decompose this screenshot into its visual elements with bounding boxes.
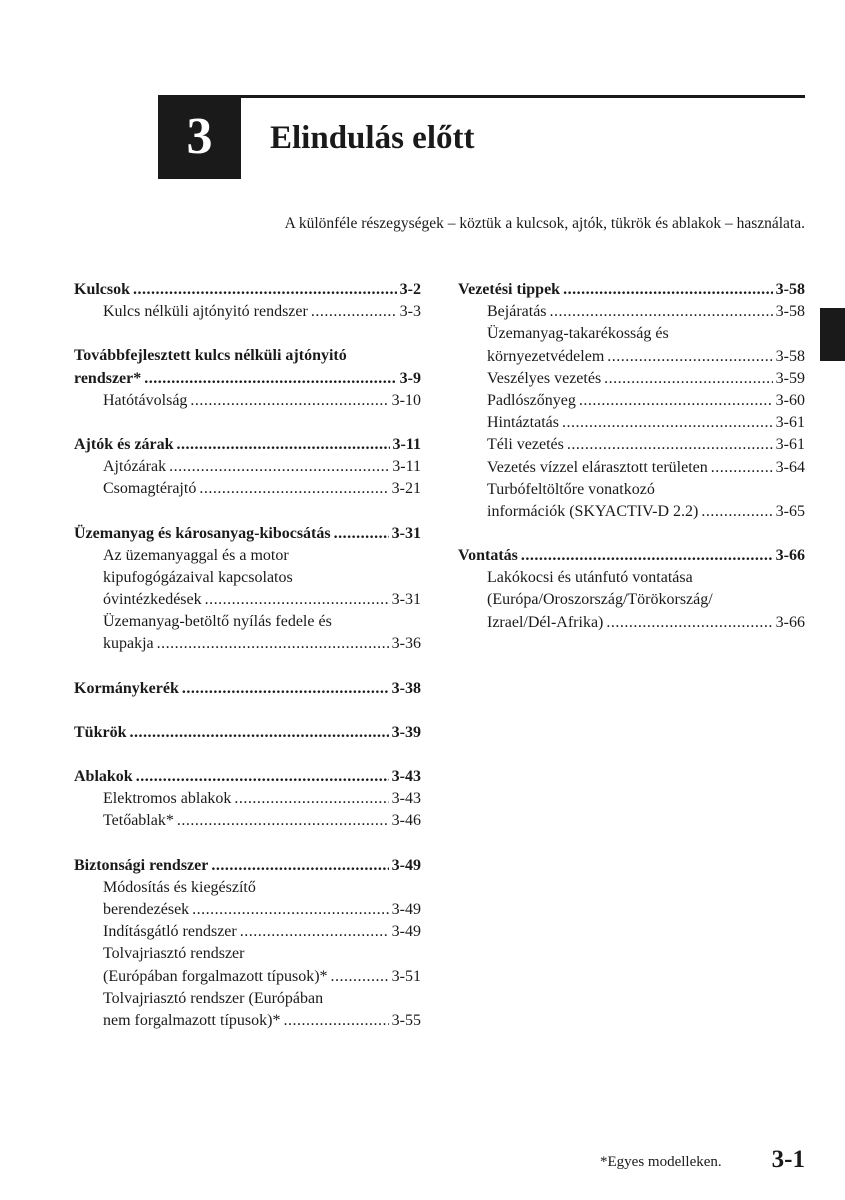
toc-heading-row[interactable] — [74, 436, 421, 458]
toc-entry-row[interactable] — [74, 923, 421, 945]
toc-entry-title: Üzemanyag-takarékosság és — [487, 325, 669, 343]
toc-entry-title: Vezetés vízzel elárasztott területen — [487, 458, 708, 476]
toc-page-number: 3-49 — [391, 856, 421, 874]
toc-entry-title: (Európában forgalmazott típusok)* — [103, 967, 328, 985]
toc-entry-title: Izrael/Dél-Afrika) — [487, 613, 604, 631]
toc-leader-dots — [562, 414, 773, 432]
toc-entry-row[interactable] — [458, 436, 805, 458]
toc-leader-dots — [144, 370, 396, 388]
toc-section — [458, 281, 805, 525]
toc-entry-title: Ablakok — [74, 768, 133, 785]
toc-heading-row[interactable] — [74, 724, 421, 746]
toc-page-number: 3-38 — [391, 679, 421, 697]
toc-page-number: 3-36 — [391, 635, 421, 653]
toc-entry-title: Padlószőnyeg — [487, 391, 576, 409]
toc-page-number: 3-51 — [391, 967, 421, 985]
toc-entry-row[interactable] — [458, 325, 805, 347]
toc-entry-row[interactable] — [458, 392, 805, 414]
toc-section — [74, 347, 421, 414]
toc-page-number: 3-11 — [392, 458, 421, 476]
toc-page-number: 3-58 — [775, 347, 805, 365]
toc-entry-title: Elektromos ablakok — [103, 790, 232, 808]
toc-page-number: 3-61 — [775, 436, 805, 454]
chapter-subtitle: A különféle részegységek – köztük a kulcsok, ajtók, tükrök és ablakok – használata. — [284, 215, 805, 232]
toc-entry-title: Üzemanyag-betöltő nyílás fedele és — [103, 613, 332, 631]
toc-entry-title: Veszélyes vezetés — [487, 369, 602, 387]
toc-leader-dots — [192, 901, 389, 919]
toc-leader-dots — [190, 392, 388, 410]
toc-entry-row[interactable] — [458, 591, 805, 613]
toc-entry-title: Csomagtérajtó — [103, 480, 197, 498]
toc-entry-title: Biztonsági rendszer — [74, 856, 209, 874]
toc-page-number: 3-43 — [391, 790, 421, 808]
toc-heading-row[interactable] — [74, 525, 421, 547]
toc-page-number: 3-46 — [391, 812, 421, 830]
toc-page-number: 3-58 — [775, 303, 805, 321]
toc-leader-dots — [521, 547, 773, 565]
toc-page-number: 3-55 — [391, 1011, 421, 1029]
toc-entry-title: Tetőablak* — [103, 812, 174, 830]
toc-entry-title: Tolvajriasztó rendszer — [103, 945, 245, 963]
toc-page-number: 3-65 — [775, 502, 805, 520]
toc-leader-dots — [607, 348, 772, 366]
toc-page-number: 3-11 — [392, 435, 421, 453]
toc-leader-dots — [334, 525, 389, 543]
toc-entry-row[interactable] — [74, 1012, 421, 1034]
toc-entry-row[interactable] — [74, 392, 421, 414]
toc-entry-title: Indításgátló rendszer — [103, 923, 237, 941]
toc-leader-dots — [604, 370, 773, 388]
toc-leader-dots — [240, 923, 389, 941]
toc-section — [74, 768, 421, 835]
toc-leader-dots — [129, 724, 388, 742]
toc-entry-title: Kulcs nélküli ajtónyitó rendszer — [103, 303, 308, 321]
toc-leader-dots — [182, 680, 389, 698]
toc-leader-dots — [579, 392, 773, 410]
toc-entry-row[interactable] — [74, 480, 421, 502]
toc-page-number: 3-61 — [775, 414, 805, 432]
toc-page-number: 3-60 — [775, 391, 805, 409]
toc-leader-dots — [563, 281, 773, 299]
toc-section — [74, 525, 421, 658]
toc-entry-row[interactable] — [74, 303, 421, 325]
toc-entry-title: Kormánykerék — [74, 679, 179, 697]
toc-right-column — [458, 281, 805, 658]
toc-heading-row[interactable] — [74, 857, 421, 879]
toc-leader-dots — [711, 459, 773, 477]
toc-entry-row[interactable] — [458, 414, 805, 436]
toc-entry-title: rendszer* — [74, 369, 142, 387]
toc-leader-dots — [331, 968, 389, 986]
toc-leader-dots — [311, 303, 397, 321]
toc-entry-title: Turbófeltöltőre vonatkozó — [487, 480, 655, 498]
toc-entry-row[interactable] — [74, 569, 421, 591]
toc-page-number: 3-49 — [391, 923, 421, 941]
toc-entry-row[interactable] — [74, 901, 421, 923]
toc-entry-title: Hintáztatás — [487, 414, 559, 432]
toc-page-number: 3-59 — [775, 369, 805, 387]
toc-entry-title: Lakókocsi és utánfutó vontatása — [487, 569, 693, 587]
toc-section — [74, 281, 421, 325]
toc-page-number: 3-43 — [391, 768, 421, 785]
toc-entry-title: Bejáratás — [487, 303, 547, 321]
toc-entry-row[interactable] — [74, 547, 421, 569]
toc-entry-title: Ajtózárak — [103, 458, 167, 476]
toc-page-number: 3-49 — [391, 900, 421, 918]
toc-section — [74, 724, 421, 746]
toc-section — [74, 680, 421, 702]
toc-entry-row[interactable] — [458, 370, 805, 392]
toc-entry-row[interactable] — [458, 569, 805, 591]
toc-entry-row[interactable] — [74, 812, 421, 834]
toc-leader-dots — [157, 635, 389, 653]
toc-leader-dots — [177, 436, 390, 454]
toc-entry-row[interactable] — [458, 614, 805, 636]
toc-page-number: 3-64 — [775, 458, 805, 476]
toc-heading-row[interactable] — [74, 680, 421, 702]
toc-leader-dots — [234, 790, 388, 808]
toc-page-number: 3-58 — [775, 281, 805, 298]
toc-entry-row[interactable] — [74, 879, 421, 901]
toc-entry-row[interactable] — [74, 790, 421, 812]
toc-leader-dots — [133, 281, 397, 299]
toc-page-number: 3-31 — [391, 524, 421, 542]
toc-leader-dots — [550, 303, 773, 321]
toc-page-number: 3-10 — [391, 391, 421, 409]
toc-heading-row[interactable] — [74, 768, 421, 790]
toc-entry-title: Továbbfejlesztett kulcs nélküli ajtónyitó — [74, 347, 347, 365]
toc-page-number: 3-3 — [399, 303, 421, 321]
footnote: *Egyes modelleken. — [600, 1154, 722, 1170]
header-rule — [158, 95, 805, 98]
toc-entry-row[interactable] — [74, 613, 421, 635]
toc-entry-title: Tolvajriasztó rendszer (Európában — [103, 989, 324, 1007]
chapter-number: 3 — [186, 108, 213, 165]
toc-entry-title: Kulcsok — [74, 281, 131, 298]
toc-heading-row[interactable] — [74, 281, 421, 303]
toc-entry-row[interactable] — [74, 945, 421, 967]
toc-entry-title: Ajtók és zárak — [74, 435, 174, 453]
page-number: 3-1 — [771, 1146, 805, 1173]
toc-page-number: 3-66 — [775, 613, 805, 631]
toc-page-number: 3-21 — [391, 480, 421, 498]
toc-entry-title: Módosítás és kiegészítő — [103, 878, 256, 896]
toc-leader-dots — [701, 503, 772, 521]
toc-section — [74, 436, 421, 503]
toc-entry-title: berendezések — [103, 900, 190, 918]
toc-entry-title: (Európa/Oroszország/Törökország/ — [487, 591, 713, 609]
toc-entry-row[interactable] — [458, 459, 805, 481]
toc-entry-title: Hatótávolság — [103, 391, 188, 409]
toc-entry-row[interactable] — [74, 591, 421, 613]
toc-section — [458, 547, 805, 636]
toc-entry-title: Üzemanyag és károsanyag-kibocsátás — [74, 524, 331, 542]
toc-heading-row[interactable] — [458, 547, 805, 569]
toc-entry-row[interactable] — [458, 481, 805, 503]
toc-page-number: 3-2 — [399, 281, 421, 298]
chapter-title: Elindulás előtt — [270, 120, 475, 156]
toc-entry-title: óvintézkedések — [103, 591, 202, 609]
toc-entry-row[interactable] — [458, 348, 805, 370]
toc-entry-row[interactable] — [74, 968, 421, 990]
toc-entry-row[interactable] — [74, 458, 421, 480]
toc-leader-dots — [199, 480, 388, 498]
toc-leader-dots — [211, 857, 388, 875]
chapter-thumb-tab — [820, 308, 845, 361]
toc-entry-row[interactable] — [458, 503, 805, 525]
toc-leader-dots — [205, 591, 389, 609]
toc-entry-title: Vezetési tippek — [458, 281, 561, 298]
toc-entry-row[interactable] — [458, 303, 805, 325]
toc-entry-title: Téli vezetés — [487, 436, 564, 454]
toc-entry-title: Vontatás — [458, 547, 518, 565]
toc-entry-title: információk (SKYACTIV-D 2.2) — [487, 502, 699, 520]
toc-page-number: 3-66 — [775, 547, 805, 565]
toc-heading-row[interactable] — [74, 370, 421, 392]
toc-entry-title: kupakja — [103, 635, 154, 653]
toc-page-number: 3-39 — [391, 723, 421, 741]
toc-page-number: 3-31 — [391, 591, 421, 609]
toc-entry-title: környezetvédelem — [487, 347, 605, 365]
toc-leader-dots — [567, 436, 773, 454]
toc-entry-title: kipufogógázaival kapcsolatos — [103, 568, 293, 586]
toc-entry-row[interactable] — [74, 635, 421, 657]
toc-entry-title: nem forgalmazott típusok)* — [103, 1011, 281, 1029]
toc-entry-title: Az üzemanyaggal és a motor — [103, 546, 289, 564]
toc-leader-dots — [606, 614, 772, 632]
toc-leader-dots — [177, 812, 389, 830]
toc-entry-row[interactable] — [74, 990, 421, 1012]
toc-heading-row[interactable] — [74, 347, 421, 369]
toc-leader-dots — [169, 458, 389, 476]
toc-leader-dots — [136, 768, 389, 786]
toc-entry-title: Tükrök — [74, 723, 127, 741]
toc-section — [74, 857, 421, 1035]
toc-page-number: 3-9 — [399, 369, 421, 387]
chapter-number-box — [158, 95, 241, 179]
toc-heading-row[interactable] — [458, 281, 805, 303]
toc-left-column — [74, 281, 421, 1056]
toc-leader-dots — [283, 1012, 388, 1030]
